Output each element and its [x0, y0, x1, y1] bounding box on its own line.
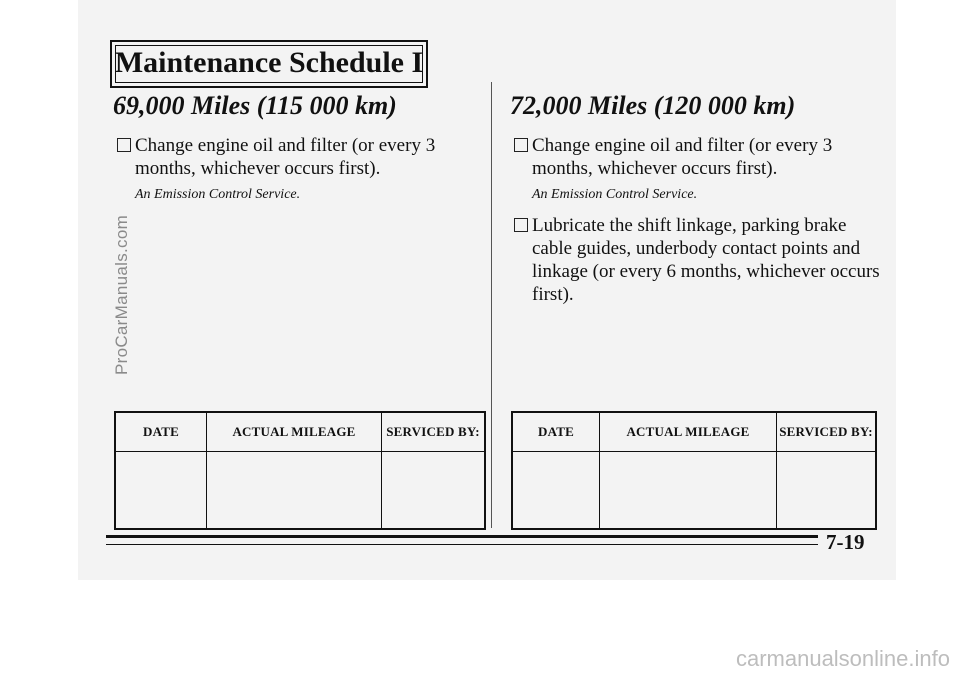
right-emission-note: An Emission Control Service. [532, 187, 698, 202]
bottom-watermark: carmanualsonline.info [735, 646, 950, 671]
serviced-by-cell[interactable] [382, 452, 486, 530]
footer-rule-thick [106, 535, 818, 538]
left-task-oil-text: Change engine oil and filter (or every 3 months, whichever occurs first). [135, 135, 436, 179]
mileage-cell[interactable] [207, 452, 382, 530]
left-task-oil [113, 134, 485, 180]
right-service-log [511, 411, 877, 530]
date-cell[interactable] [512, 452, 600, 530]
serviced-by-header: SERVICED BY: [777, 412, 877, 452]
left-service-log [114, 411, 486, 530]
date-cell[interactable] [115, 452, 207, 530]
mileage-cell[interactable] [600, 452, 777, 530]
checkbox-icon[interactable] [514, 138, 528, 152]
title-box [110, 40, 428, 88]
mileage-header: ACTUAL MILEAGE [207, 412, 382, 452]
right-task-oil-text: Change engine oil and filter (or every 3 months, whichever occurs first). [532, 135, 833, 179]
date-header: DATE [115, 412, 207, 452]
right-task-lubricate [510, 214, 890, 306]
column-divider [491, 82, 492, 528]
table-header-row [115, 412, 485, 452]
table-header-row [512, 412, 876, 452]
table-row [512, 452, 876, 530]
right-heading: 72,000 Miles (120 000 km) [510, 91, 796, 120]
right-task-oil [510, 134, 890, 180]
table-row [115, 452, 485, 530]
mileage-header: ACTUAL MILEAGE [600, 412, 777, 452]
serviced-by-cell[interactable] [777, 452, 877, 530]
checkbox-icon[interactable] [514, 218, 528, 232]
page-number: 7-19 [826, 530, 865, 554]
left-column [113, 88, 485, 214]
date-header: DATE [512, 412, 600, 452]
serviced-by-header: SERVICED BY: [382, 412, 486, 452]
left-heading: 69,000 Miles (115 000 km) [113, 91, 397, 120]
footer-rule-thin [106, 544, 818, 545]
left-emission-note: An Emission Control Service. [135, 187, 301, 202]
page-title: Maintenance Schedule I [114, 46, 424, 79]
checkbox-icon[interactable] [117, 138, 131, 152]
right-column [510, 88, 890, 312]
right-task-lubricate-text: Lubricate the shift linkage, parking brake cable guides, underbody contact points and linkage (or every 6 months, whichever occurs first). [532, 215, 880, 305]
side-watermark: ProCarManuals.com [112, 214, 131, 375]
